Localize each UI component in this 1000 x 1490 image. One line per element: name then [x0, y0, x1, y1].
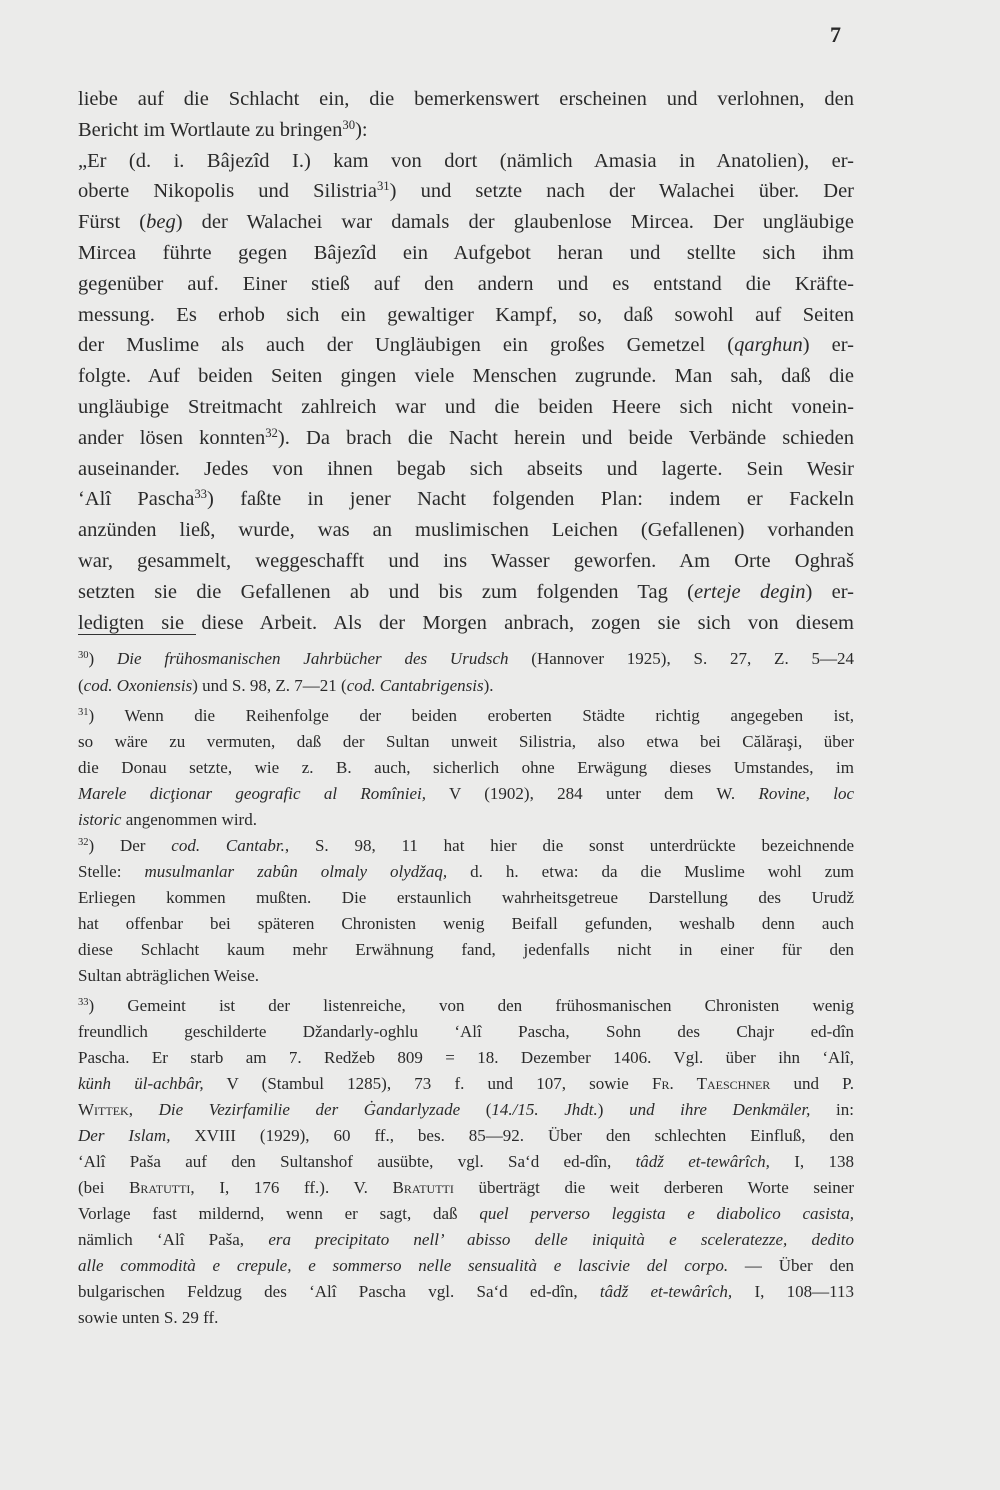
text-segment: , [128, 1100, 159, 1119]
italic-text: cod. Cantabr. [171, 836, 285, 855]
text-segment: angenommen wird. [121, 810, 257, 829]
text-segment: ungläubige Streitmacht zahlreich war und die beiden Heere sich nicht vonein- [78, 396, 854, 418]
footnote-line [78, 1175, 854, 1201]
italic-text: Der Islam, [78, 1126, 171, 1145]
body-line [78, 361, 854, 392]
italic-text: cod. Cantabrigensis [346, 676, 484, 695]
footnote-line [78, 703, 854, 729]
text-segment: nämlich ‘Alî Paša, [78, 1230, 269, 1249]
text-segment: diese Schlacht kaum mehr Erwähnung fand, jedenfalls nicht in einer für den [78, 940, 854, 959]
body-line [78, 392, 854, 423]
text-segment: I, 108—113 [732, 1282, 855, 1301]
italic-text: era precipitato nell’ abisso delle iniquità e sceleratezze, dedito [268, 1230, 854, 1249]
footnote-line [78, 885, 854, 911]
text-segment: folgte. Auf beiden Seiten gingen viele Menschen zugrunde. Man sah, daß die [78, 365, 854, 388]
text-segment: war, gesammelt, weggeschafft und ins Wasser geworfen. Am Orte Oghraš [78, 550, 854, 572]
text-segment: ) und setzte nach der Walachei über. Der [389, 180, 855, 203]
text-segment: ) er- [805, 580, 854, 603]
footnote-line [78, 963, 854, 989]
text-segment: so wäre zu vermuten, daß der Sultan unweit Silistria, also etwa bei Călăraşi, über [78, 732, 854, 751]
italic-text: Rovine, loc [758, 784, 854, 803]
footnote-line [78, 673, 854, 699]
italic-text: beg [146, 211, 176, 234]
footnote-line [78, 859, 854, 885]
body-line [78, 207, 854, 238]
text-segment: ) [88, 649, 117, 668]
text-segment: Fr. Taeschner [651, 1074, 771, 1093]
body-line [78, 546, 854, 577]
footnote-line [78, 1279, 854, 1305]
body-line [78, 484, 854, 515]
text-segment: gegenüber auf. Einer stieß auf den andern und es entstand die Kräfte- [78, 272, 854, 295]
text-segment: freundlich geschilderte Džandarly-oghlu ‘Alî Pascha, Sohn des Chajr ed-dîn [78, 1022, 854, 1041]
text-segment: ledigten sie diese Arbeit. Als der Morgen anbrach, zogen sie sich von diesem [78, 611, 854, 634]
text-segment: XVIII (1929), 60 ff., bes. 85—92. Über den schlechten Einfluß, den [170, 1126, 854, 1145]
text-segment: ) Gemeint ist der listenreiche, von den frühosmanischen Chronisten wenig [88, 996, 854, 1015]
footnote-line [78, 1253, 854, 1279]
text-segment: (bei [78, 1178, 130, 1197]
text-segment: ) [597, 1100, 630, 1119]
text-segment: oberte Nikopolis und Silistria [78, 180, 377, 203]
italic-text: quel perverso leggista e diabolico casista, [479, 1204, 854, 1223]
text-segment: der Muslime als auch der Ungläubigen ein großes Gemetzel ( [78, 334, 735, 357]
text-segment: , I, 176 ff.). V. [190, 1178, 393, 1197]
text-segment: Fürst ( [78, 211, 147, 234]
text-segment: d. h. etwa: da die Muslime wohl zum [447, 862, 854, 881]
italic-text: istoric [78, 810, 122, 829]
text-segment: bulgarischen Feldzug des ‘Alî Pascha vgl. Sa‘d ed-dîn, [78, 1282, 600, 1301]
text-segment: V (Stambul 1285), 73 f. und 107, sowie [203, 1074, 652, 1093]
body-line [78, 176, 854, 207]
italic-text: künh ül-achbâr, [78, 1074, 204, 1093]
text-segment: Bratutti [129, 1178, 191, 1197]
italic-text: Die frühosmanischen Jahrbücher des Urudsch [117, 649, 509, 668]
footnote-reference: 32 [78, 837, 89, 849]
footnote-reference: 31 [376, 179, 390, 194]
text-segment: V (1902), 284 unter dem W. [426, 784, 759, 803]
text-segment: Vorlage fast mildernd, wenn er sagt, daß [78, 1204, 480, 1223]
italic-text: erteje degin [693, 580, 806, 603]
body-line [78, 330, 854, 361]
text-segment: ) und S. 98, Z. 7—21 ( [192, 676, 347, 695]
footnote-line [78, 646, 854, 672]
italic-text: und ihre Denkmäler, [629, 1100, 811, 1119]
page-number: 7 [830, 22, 841, 47]
body-line [78, 454, 854, 485]
italic-text: tâdž et-tewârîch, [635, 1152, 770, 1171]
footnote-reference: 30 [78, 650, 89, 662]
text-segment: ( [78, 676, 84, 695]
body-line [78, 269, 854, 300]
text-segment: überträgt die weit derberen Worte seiner [453, 1178, 854, 1197]
footnote-line [78, 1149, 854, 1175]
text-segment: , S. 98, 11 hat hier die sonst unterdrückte bezeichnende [284, 836, 854, 855]
body-line [78, 146, 854, 177]
text-segment: Wittek [78, 1100, 129, 1119]
italic-text: Marele dicţionar geografic al Romîniei, [78, 784, 426, 803]
text-segment: sowie unten S. 29 ff. [78, 1308, 219, 1327]
italic-text: musulmanlar zabûn olmaly olydžaq, [144, 862, 448, 881]
text-segment: Sultan abträglichen Weise. [78, 966, 260, 985]
text-segment: ‘Alî Pascha [78, 488, 195, 511]
text-segment: Bratutti [392, 1178, 454, 1197]
footnote-line [78, 1071, 854, 1097]
footnote-reference: 30 [342, 117, 356, 132]
italic-text: 14./15. Jhdt. [491, 1100, 598, 1119]
footnote-line [78, 1201, 854, 1227]
text-segment: ). [483, 676, 494, 695]
footnote-line [78, 755, 854, 781]
text-segment: Erliegen kommen mußten. Die erstaunlich wahrheitsgetreue Darstellung des Urudž [78, 888, 854, 907]
text-segment: ) der Walachei war damals der glaubenlose Mircea. Der ungläubige [175, 211, 854, 234]
body-line [78, 423, 854, 454]
text-segment: hat offenbar bei späteren Chronisten wenig Beifall gefunden, weshalb denn auch [78, 914, 854, 933]
footnote-line [78, 833, 854, 859]
text-segment: die Donau setzte, wie z. B. auch, sicherlich ohne Erwägung dieses Umstandes, im [78, 758, 854, 777]
text-segment: messung. Es erhob sich ein gewaltiger Kampf, so, daß sowohl auf Seiten [78, 303, 854, 326]
text-segment: in: [810, 1100, 854, 1119]
footnote-reference: 32 [265, 425, 278, 440]
text-segment: Stelle: [78, 862, 145, 881]
body-line [78, 238, 854, 269]
footnote-line [78, 1097, 854, 1123]
footnote-line [78, 1019, 854, 1045]
text-segment: ) Wenn die Reihenfolge der beiden eroberten Städte richtig angegeben ist, [88, 706, 854, 725]
footnote-separator [78, 634, 196, 635]
text-segment: ‘Alî Paša auf den Sultanshof ausübte, vgl. Sa‘d ed-dîn, [78, 1152, 636, 1171]
footnote-line [78, 781, 854, 807]
footnote-line [78, 993, 854, 1019]
text-segment: ) Der [88, 836, 172, 855]
text-segment: ander lösen konnten [78, 426, 266, 449]
footnote-line [78, 1305, 854, 1331]
italic-text: alle commodità e crepule, e sommerso nelle sensualità e lascivie del corpo. [78, 1256, 729, 1275]
text-segment: Pascha. Er starb am 7. Redžeb 809 = 18. Dezember 1406. Vgl. über ihn ‘Alî, [78, 1048, 854, 1067]
footnote-line [78, 911, 854, 937]
footnote-line [78, 1227, 854, 1253]
footnote-reference: 31 [78, 707, 89, 719]
italic-text: qarghun [734, 334, 803, 357]
body-line [78, 577, 854, 608]
text-segment: liebe auf die Schlacht ein, die bemerkenswert erscheinen und verlohnen, den [78, 88, 854, 110]
text-segment: ): [355, 118, 368, 141]
italic-text: cod. Oxoniensis [83, 676, 193, 695]
footnote-line [78, 729, 854, 755]
footnote-line [78, 1123, 854, 1149]
body-line [78, 515, 854, 546]
footnote-reference: 33 [194, 487, 208, 502]
footnote-line [78, 937, 854, 963]
footnote-line [78, 807, 854, 833]
text-segment: ). Da brach die Nacht herein und beide Verbände schieden [277, 426, 854, 449]
body-line [78, 115, 854, 146]
italic-text: tâdž et-tewârîch, [599, 1282, 733, 1301]
text-segment: setzten sie die Gefallenen ab und bis zum folgenden Tag ( [78, 580, 694, 603]
text-segment: ) er- [802, 334, 854, 357]
text-segment: „Er (d. i. Bâjezîd I.) kam von dort (nämlich Amasia in Anatolien), er- [78, 149, 854, 172]
text-segment: anzünden ließ, wurde, was an muslimischen Leichen (Gefallenen) vorhanden [78, 519, 854, 542]
text-segment: — Über den [728, 1256, 854, 1275]
text-segment: ) faßte in jener Nacht folgenden Plan: indem er Fackeln [207, 488, 854, 511]
text-segment: Mircea führte gegen Bâjezîd ein Aufgebot heran und stellte sich ihm [78, 242, 854, 264]
text-segment: ( [460, 1100, 492, 1119]
text-segment: und P. [770, 1074, 854, 1093]
italic-text: Die Vezirfamilie der Ġandarlyzade [158, 1100, 461, 1119]
text-segment: (Hannover 1925), S. 27, Z. 5—24 [508, 649, 854, 668]
footnote-reference: 33 [78, 997, 89, 1009]
footnote-line [78, 1045, 854, 1071]
body-line [78, 300, 854, 331]
text-segment: I, 138 [769, 1152, 855, 1171]
body-line [78, 84, 854, 115]
text-segment: Bericht im Wortlaute zu bringen [78, 118, 343, 141]
text-segment: auseinander. Jedes von ihnen begab sich abseits und lagerte. Sein Wesir [78, 457, 854, 480]
